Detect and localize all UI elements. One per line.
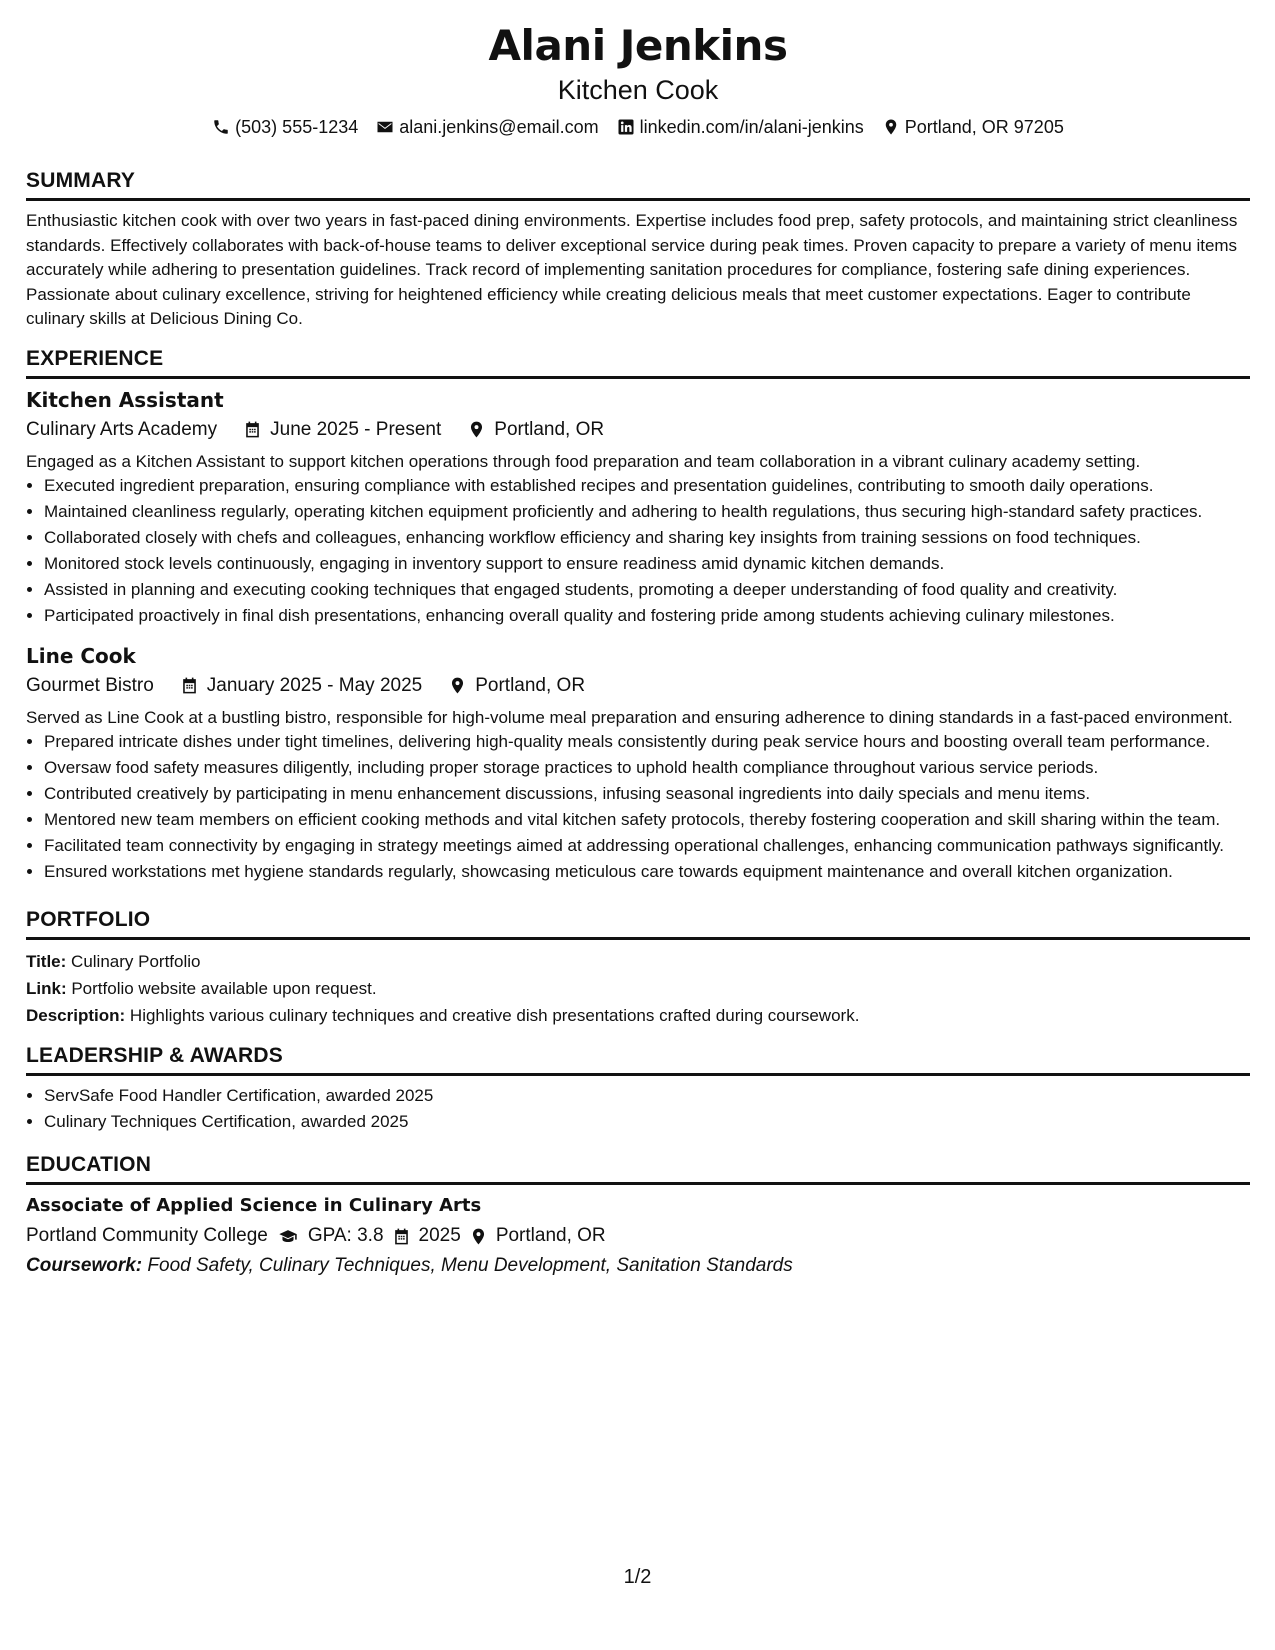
list-item: • Oversaw food safety measures diligently, including proper storage practices to uphold health compliance throughout various service periods. — [44, 756, 1250, 781]
linkedin-text: linkedin.com/in/alani-jenkins — [639, 117, 864, 137]
school-name: Portland Community College — [26, 1225, 268, 1246]
portfolio-heading: PORTFOLIO — [26, 907, 1250, 940]
coursework-row — [26, 1252, 1250, 1280]
job-company: Gourmet Bistro — [26, 674, 154, 696]
job-company: Culinary Arts Academy — [26, 418, 218, 440]
awards-heading: LEADERSHIP & AWARDS — [26, 1043, 1250, 1076]
job-entry — [26, 643, 1250, 885]
summary-heading: SUMMARY — [26, 168, 1250, 201]
email-text: alani.jenkins@email.com — [399, 117, 599, 137]
resume-header — [26, 18, 1250, 138]
job-location: Portland, OR — [475, 674, 586, 696]
list-item: • Maintained cleanliness regularly, operating kitchen equipment proficiently and adhering to health regulations, thus securing high-standard safety practices. — [44, 500, 1250, 525]
job-bullets — [26, 730, 1250, 885]
resume-page — [26, 18, 1250, 1280]
portfolio-link-row — [26, 975, 1250, 1002]
portfolio-link-value: Portfolio website available upon request. — [71, 978, 377, 998]
awards-section — [26, 1043, 1250, 1135]
list-item: • Participated proactively in final dish presentations, enhancing overall quality and fostering pride among students achieving culinary milestones. — [44, 604, 1250, 629]
map-pin-icon — [882, 118, 900, 136]
portfolio-description-label: Description: — [26, 1005, 126, 1025]
calendar-icon — [180, 676, 199, 695]
list-item: • Assisted in planning and executing cooking techniques that engaged students, promoting a deeper understanding of food quality and creativity. — [44, 578, 1250, 603]
list-item: • ServSafe Food Handler Certification, awarded 2025 — [44, 1084, 1250, 1109]
candidate-title: Kitchen Cook — [557, 75, 719, 105]
coursework-value: Food Safety, Culinary Techniques, Menu Development, Sanitation Standards — [147, 1255, 793, 1276]
contact-location — [882, 116, 1064, 138]
portfolio-section — [26, 907, 1250, 1029]
portfolio-description-value: Highlights various culinary techniques and creative dish presentations crafted during coursework. — [129, 1005, 860, 1025]
summary-section — [26, 168, 1250, 332]
list-item: • Executed ingredient preparation, ensuring compliance with established recipes and presentation guidelines, contributing to smooth daily operations. — [44, 474, 1250, 499]
experience-heading: EXPERIENCE — [26, 346, 1250, 379]
job-dates: January 2025 - May 2025 — [206, 674, 423, 696]
gpa-text: GPA: 3.8 — [307, 1225, 384, 1246]
job-bullets — [26, 474, 1250, 629]
portfolio-title-value: Culinary Portfolio — [71, 951, 201, 971]
list-item: • Contributed creatively by participating in menu enhancement discussions, infusing seasonal ingredients into daily specials and menu items. — [44, 782, 1250, 807]
list-item: • Culinary Techniques Certification, awarded 2025 — [44, 1110, 1250, 1135]
portfolio-title-label: Title: — [26, 951, 67, 971]
job-entry — [26, 387, 1250, 629]
coursework-label: Coursework: — [26, 1255, 143, 1276]
contact-linkedin[interactable] — [617, 116, 864, 138]
graduation-cap-icon — [276, 1227, 300, 1246]
map-pin-icon — [469, 1227, 488, 1246]
candidate-name: Alani Jenkins — [488, 21, 788, 70]
education-meta — [26, 1222, 1250, 1250]
graduation-year: 2025 — [418, 1225, 461, 1246]
portfolio-link-label: Link: — [26, 978, 67, 998]
calendar-icon — [392, 1227, 411, 1246]
summary-text: Enthusiastic kitchen cook with over two years in fast-paced dining environments. Expertise includes food prep, safety protocols, and maintaining strict cleanliness standards. Effectively collaborates with back-of-house teams to deliver exceptional service during peak times. Proven capacity to prepare a variety of menu items accurately while adhering to presentation guidelines. Track record of implementing sanitation procedures for compliance, fostering safe dining experiences. Passionate about culinary excellence, striving for heightened efficiency while creating delicious meals that meet customer expectations. Eager to contribute culinary skills at Delicious Dining Co. — [26, 211, 1238, 328]
map-pin-icon — [448, 676, 467, 695]
job-title: Kitchen Assistant — [26, 387, 224, 412]
contact-email[interactable] — [376, 116, 598, 138]
education-heading: EDUCATION — [26, 1152, 1250, 1185]
contact-phone — [212, 116, 358, 138]
phone-icon — [212, 118, 230, 136]
list-item: • Ensured workstations met hygiene standards regularly, showcasing meticulous care towards equipment maintenance and overall kitchen organization. — [44, 860, 1250, 885]
awards-list — [26, 1084, 1250, 1135]
list-item: • Prepared intricate dishes under tight timelines, delivering high-quality meals consistently during peak service hours and boosting overall team performance. — [44, 730, 1250, 755]
calendar-icon — [243, 420, 262, 439]
job-description: Served as Line Cook at a bustling bistro, responsible for high-volume meal preparation and ensuring adherence to dining standards in a fast-paced environment. — [26, 707, 1233, 727]
job-dates: June 2025 - Present — [270, 418, 442, 440]
education-location: Portland, OR — [495, 1225, 606, 1246]
job-title: Line Cook — [26, 643, 136, 668]
list-item: • Monitored stock levels continuously, engaging in inventory support to ensure readiness amid dynamic kitchen demands. — [44, 552, 1250, 577]
envelope-icon — [376, 118, 394, 136]
experience-section — [26, 346, 1250, 885]
phone-text: (503) 555-1234 — [235, 117, 359, 137]
job-meta — [26, 416, 1250, 444]
page-number: 1/2 — [623, 1566, 652, 1588]
degree-title: Associate of Applied Science in Culinary Arts — [26, 1195, 482, 1216]
job-description: Engaged as a Kitchen Assistant to support kitchen operations through food preparation and team collaboration in a vibrant culinary academy setting. — [26, 451, 1141, 471]
linkedin-icon — [617, 118, 635, 136]
list-item: • Collaborated closely with chefs and colleagues, enhancing workflow efficiency and sharing key insights from training sessions on food techniques. — [44, 526, 1250, 551]
portfolio-title-row — [26, 948, 1250, 975]
location-text: Portland, OR 97205 — [904, 117, 1064, 137]
job-location: Portland, OR — [494, 418, 605, 440]
job-meta — [26, 672, 1250, 700]
portfolio-description-row — [26, 1002, 1250, 1029]
list-item: • Facilitated team connectivity by engaging in strategy meetings aimed at addressing operational challenges, enhancing communication pathways significantly. — [44, 834, 1250, 859]
map-pin-icon — [467, 420, 486, 439]
list-item: • Mentored new team members on efficient cooking methods and vital kitchen safety protocols, thereby fostering cooperation and skill sharing within the team. — [44, 808, 1250, 833]
contact-bar — [26, 116, 1250, 138]
education-section — [26, 1152, 1250, 1280]
